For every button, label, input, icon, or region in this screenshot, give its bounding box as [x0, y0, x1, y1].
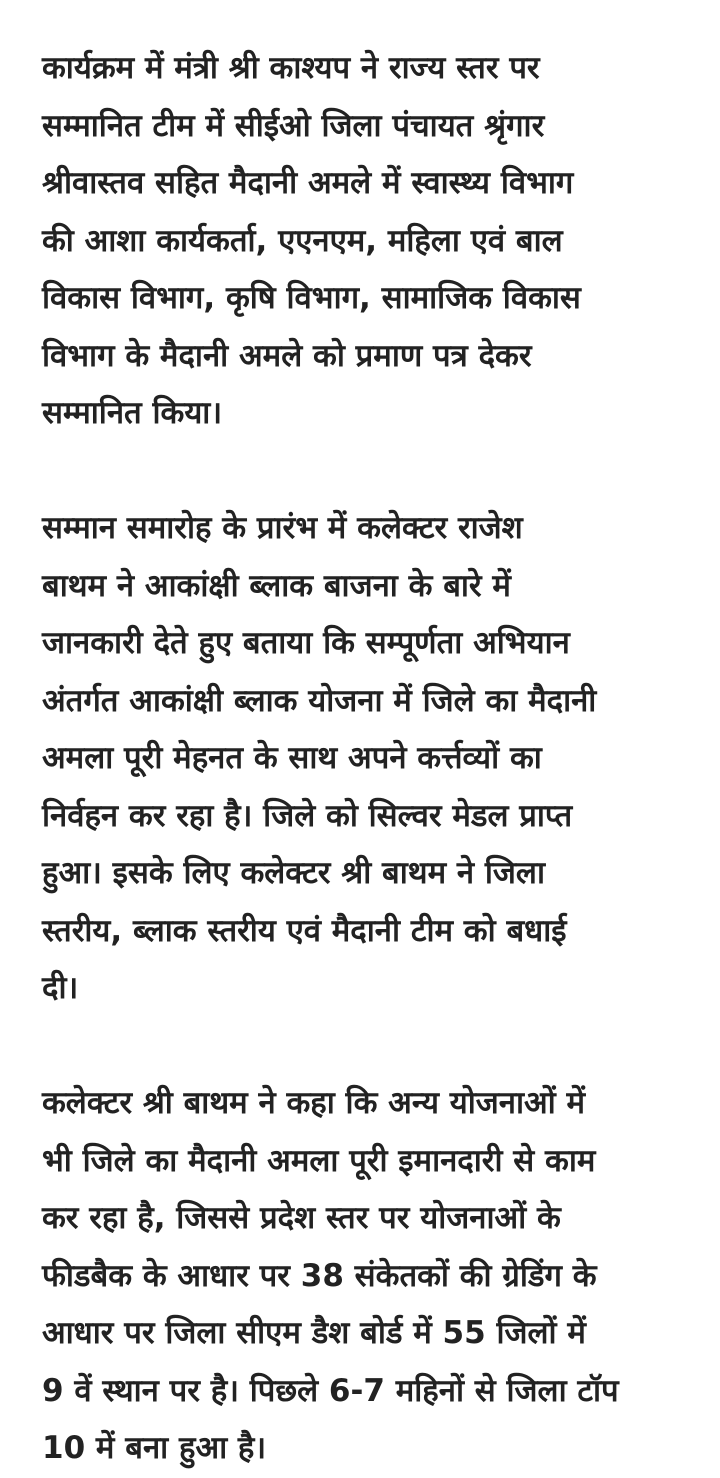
paragraph-2 — [42, 500, 692, 1018]
article-body — [42, 40, 692, 1478]
text-line: निर्वहन कर रहा है। जिले को सिल्वर मेडल प्राप्त — [42, 797, 573, 834]
text-line: सम्मानित टीम में सीईओ जिला पंचायत श्रृंगार — [42, 107, 545, 144]
text-line: श्रीवास्तव सहित मैदानी अमले में स्वास्थ्य विभाग — [42, 165, 574, 201]
text-line: जानकारी देते हुए बताया कि सम्पूर्णता अभियान — [42, 625, 570, 661]
text-line: अमला पूरी मेहनत के साथ अपने कर्त्तव्यों का — [42, 740, 542, 776]
text-line: कर रहा है, जिससे प्रदेश स्तर पर योजनाओं के — [42, 1200, 561, 1236]
text-line: भी जिले का मैदानी अमला पूरी इमानदारी से काम — [42, 1142, 596, 1179]
text-line: विभाग के मैदानी अमले को प्रमाण पत्र देकर — [42, 337, 532, 374]
text-line: सम्मानित किया। — [42, 395, 223, 431]
text-line: फीडबैक के आधार पर 38 संकेतकों की ग्रेडिंग के — [42, 1257, 597, 1294]
text-line: बाथम ने आकांक्षी ब्लाक बाजना के बारे में — [42, 567, 511, 604]
text-line: आधार पर जिला सीएम डैश बोर्ड में 55 जिलों में — [42, 1315, 586, 1351]
paragraph-1 — [42, 40, 692, 443]
text-line: हुआ। इसके लिए कलेक्टर श्री बाथम ने जिला — [42, 855, 545, 891]
text-line: स्तरीय, ब्लाक स्तरीय एवं मैदानी टीम को बधाई — [42, 912, 567, 949]
text-line: सम्मान समारोह के प्रारंभ में कलेक्टर राजेश — [42, 510, 523, 546]
text-line: दी। — [42, 970, 79, 1006]
text-line: की आशा कार्यकर्ता, एएनएम, महिला एवं बाल — [42, 222, 563, 259]
text-line: विकास विभाग, कृषि विभाग, सामाजिक विकास — [42, 280, 581, 316]
text-line: अंतर्गत आकांक्षी ब्लाक योजना में जिले का मैदानी — [42, 682, 597, 719]
text-line: कार्यक्रम में मंत्री श्री काश्यप ने राज्य स्तर पर — [42, 50, 540, 86]
text-line: 10 में बना हुआ है। — [42, 1430, 267, 1466]
paragraph-3 — [42, 1075, 692, 1478]
text-line: कलेक्टर श्री बाथम ने कहा कि अन्य योजनाओं में — [42, 1085, 586, 1121]
text-line: 9 वें स्थान पर है। पिछले 6-7 महिनों से जिला टॉप — [42, 1372, 619, 1409]
